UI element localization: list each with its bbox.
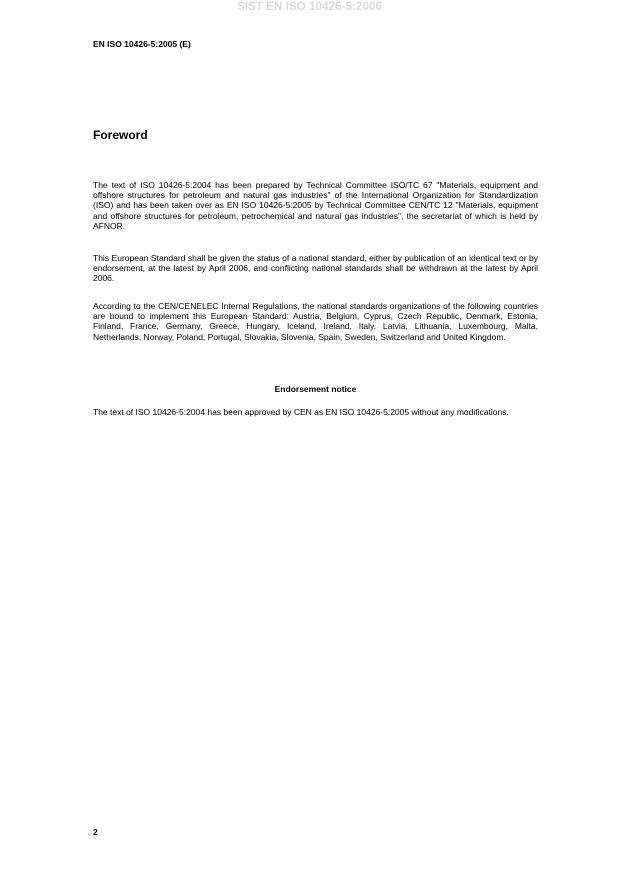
foreword-heading: Foreword (93, 128, 148, 142)
foreword-paragraph: The text of ISO 10426-5:2004 has been prepared by Technical Committee ISO/TC 67 "Materials, equipment and offshore structures for petroleum and natural gas industries" of the International Organization for Standardization (ISO) and has been taken over as EN ISO 10426-5:2005 by Technical Committee CEN/TC 12 "Materials, equipment and offshore structures for petroleum, petrochemical and natural gas industries", the secretariat of which is held by AFNOR. (93, 180, 538, 231)
watermark: SIST EN ISO 10426-5:2006 (237, 1, 382, 13)
foreword-paragraph: This European Standard shall be given the status of a national standard, either by publication of an identical text or by endorsement, at the latest by April 2006, and conflicting national standards shall be withdrawn at the latest by April 2006. (93, 253, 538, 284)
document-id-header: EN ISO 10426-5:2005 (E) (93, 39, 191, 49)
page-number: 2 (93, 827, 98, 837)
endorsement-notice-heading: Endorsement notice (274, 384, 357, 394)
endorsement-notice-text: The text of ISO 10426-5:2004 has been approved by CEN as EN ISO 10426-5:2005 without any modifications. (93, 407, 509, 417)
foreword-paragraph: According to the CEN/CENELEC Internal Regulations, the national standards organizations of the following countries are bound to implement this European Standard: Austria, Belgium, Cyprus, Czech Republic, Denmark, Estonia, Finland, France, Germany, Greece, Hungary, Iceland, Ireland, Italy, Latvia, Lithuania, Luxembourg, Malta, Netherlands, Norway, Poland, Portugal, Slovakia, Slovenia, Spain, Sweden, Switzerland and United Kingdom. (93, 301, 538, 342)
